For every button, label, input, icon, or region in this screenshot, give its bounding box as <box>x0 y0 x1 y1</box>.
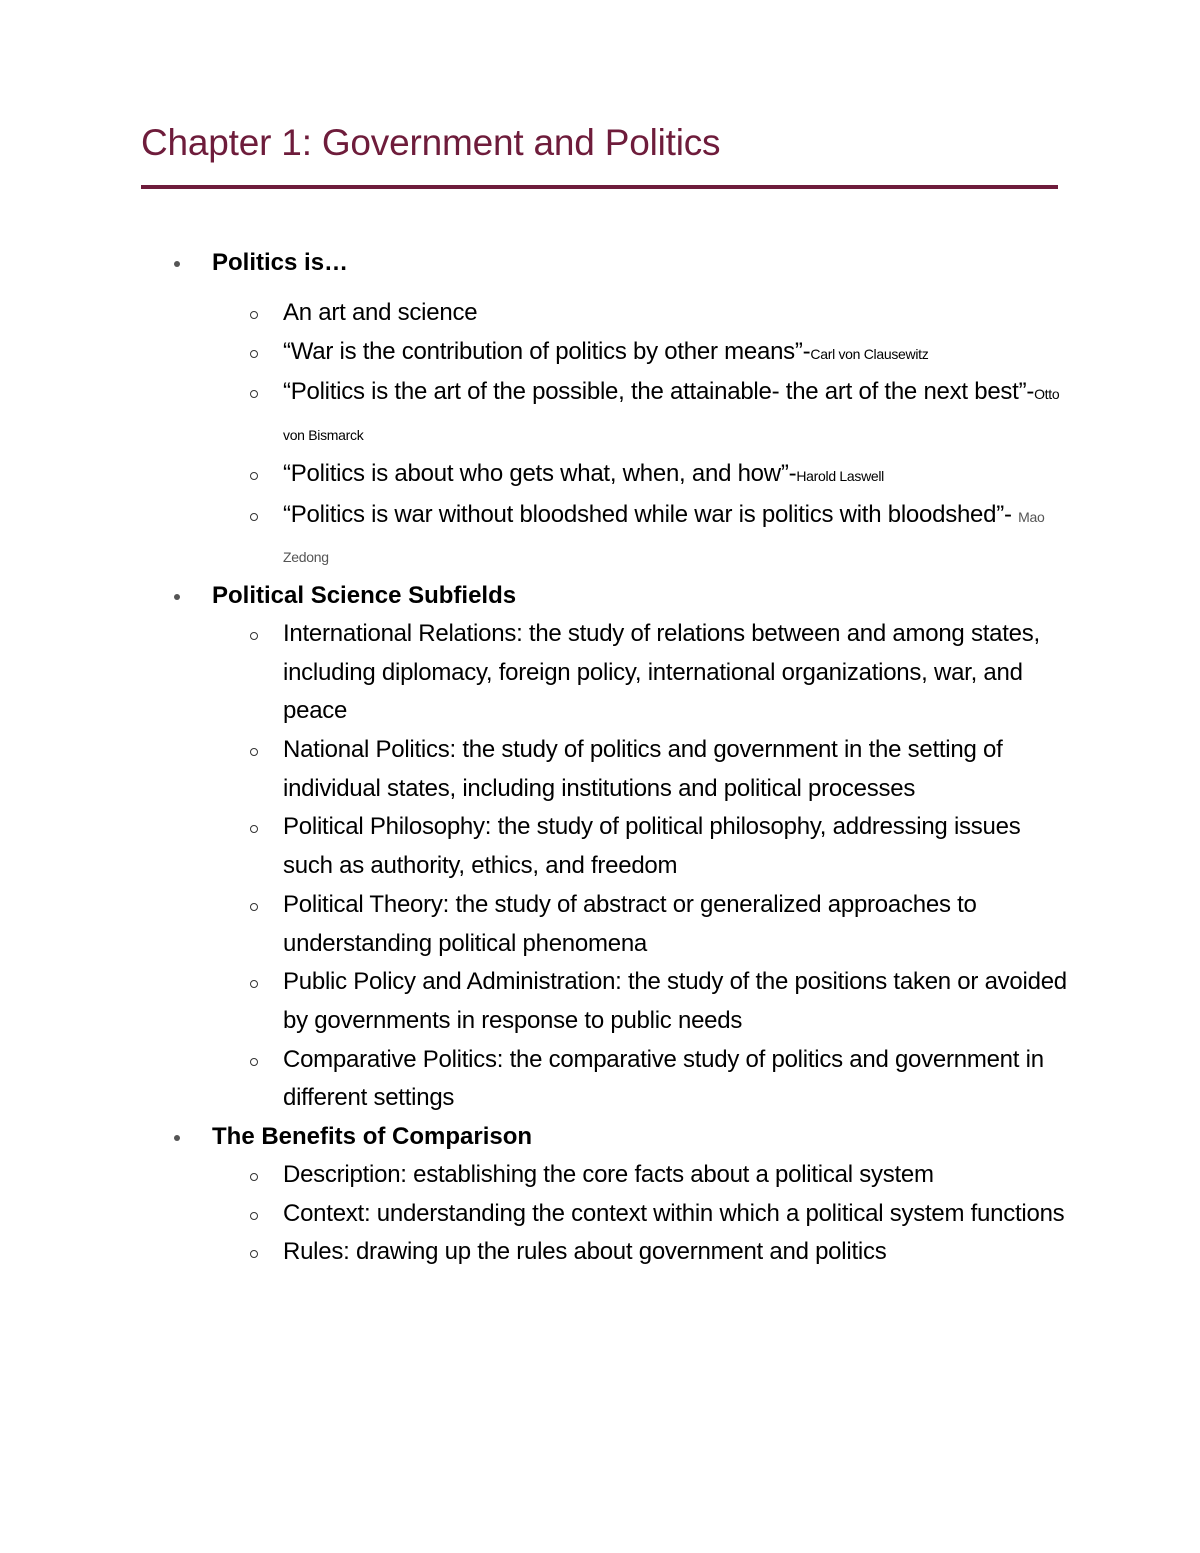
section-heading <box>141 244 1071 282</box>
circle-bullet-icon <box>250 1058 258 1066</box>
quote-author: Harold Laswell <box>796 467 884 484</box>
quote-author: Otto von Bismarck <box>283 386 1060 444</box>
bullet-dot-icon <box>174 1135 180 1141</box>
page-title: Chapter 1: Government and Politics <box>141 122 721 163</box>
section-political-science-subfields <box>141 577 1071 1118</box>
item-text: Rules: drawing up the rules about government and politics <box>283 1238 887 1266</box>
section-heading-label: The Benefits of Comparison <box>212 1123 533 1151</box>
item-text: Political Theory: the study of abstract or generalized approaches to understanding political phenomena <box>283 890 977 957</box>
circle-bullet-icon <box>250 1173 258 1181</box>
list-item <box>141 373 1071 454</box>
item-text: Public Policy and Administration: the study of the positions taken or avoided by governments in response to public needs <box>283 968 1067 1034</box>
list-item <box>141 333 1071 374</box>
item-text: Comparative Politics: the comparative study of politics and government in different settings <box>283 1045 1044 1112</box>
circle-bullet-icon <box>250 980 258 988</box>
section-heading-label: Political Science Subfields <box>212 581 517 609</box>
outline-list <box>141 244 1071 1272</box>
list-item <box>141 1195 1071 1234</box>
circle-bullet-icon <box>250 390 258 398</box>
item-text: International Relations: the study of relations between and among states, including diplomacy, foreign policy, international organizations, war, and peace <box>283 619 1040 725</box>
section-heading <box>141 577 1071 615</box>
quote-author: Carl von Clausewitz <box>810 345 929 362</box>
item-list <box>141 294 1071 577</box>
list-item <box>141 886 1071 963</box>
section-heading <box>141 1118 1071 1156</box>
item-text: Political Philosophy: the study of political philosophy, addressing issues such as authority, ethics, and freedom <box>283 813 1021 880</box>
circle-bullet-icon <box>250 513 258 521</box>
list-item <box>141 496 1071 577</box>
bullet-dot-icon <box>174 594 180 600</box>
list-item <box>141 963 1071 1040</box>
item-text: National Politics: the study of politics and government in the setting of individual states, including institutions and political processes <box>283 736 1003 802</box>
item-list <box>141 1156 1071 1272</box>
circle-bullet-icon <box>250 1212 258 1220</box>
bullet-dot-icon <box>174 261 180 267</box>
circle-bullet-icon <box>250 1250 258 1258</box>
list-item <box>141 1233 1071 1272</box>
list-item <box>141 294 1071 333</box>
section-heading-label: Politics is… <box>212 249 349 276</box>
item-text: “War is the contribution of politics by other means”- <box>283 337 811 365</box>
circle-bullet-icon <box>250 472 258 480</box>
item-list <box>141 615 1071 1118</box>
circle-bullet-icon <box>250 632 258 640</box>
list-item <box>141 455 1071 496</box>
item-text: “Politics is about who gets what, when, and how”- <box>283 459 797 487</box>
list-item <box>141 1156 1071 1195</box>
item-text: “Politics is war without bloodshed while war is politics with bloodshed”- <box>283 500 1019 528</box>
quote-author: Mao Zedong <box>283 508 1045 566</box>
item-text: An art and science <box>283 299 478 326</box>
circle-bullet-icon <box>250 903 258 911</box>
item-text: “Politics is the art of the possible, the attainable- the art of the next best”- <box>283 378 1035 406</box>
list-item <box>141 731 1071 808</box>
circle-bullet-icon <box>250 748 258 756</box>
item-text: Description: establishing the core facts about a political system <box>283 1161 934 1189</box>
circle-bullet-icon <box>250 825 258 833</box>
circle-bullet-icon <box>250 311 258 319</box>
title-underline <box>141 185 1058 189</box>
circle-bullet-icon <box>250 350 258 358</box>
list-item <box>141 808 1071 885</box>
section-benefits-of-comparison <box>141 1118 1071 1272</box>
item-text: Context: understanding the context within which a political system functions <box>283 1199 1065 1227</box>
list-item <box>141 1041 1071 1118</box>
section-politics-is <box>141 244 1071 577</box>
list-item <box>141 615 1071 731</box>
